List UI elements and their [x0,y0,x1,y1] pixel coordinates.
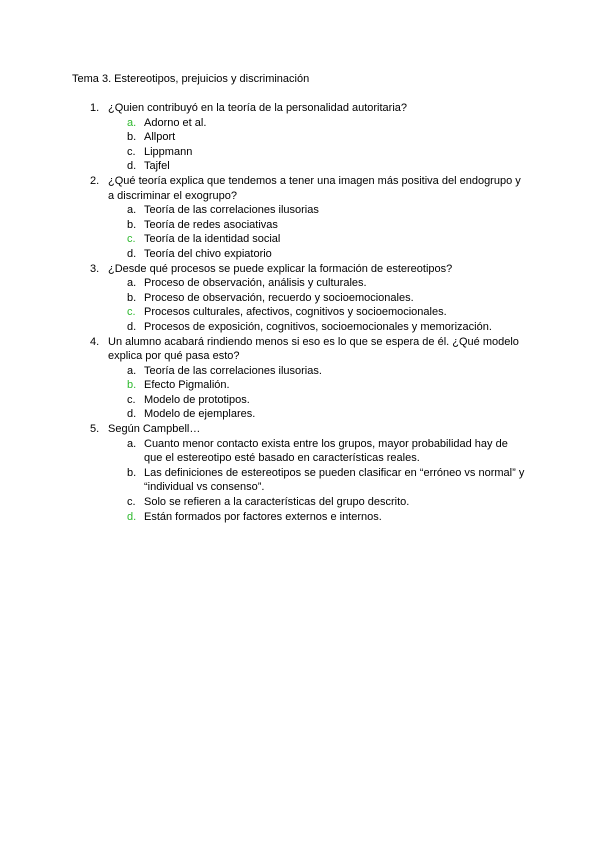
answer-option-correct [0,510,600,525]
option-text: Efecto Pigmalión. [144,379,230,392]
answer-options [0,203,600,261]
answer-options [0,276,600,334]
option-letter: c. [127,496,136,509]
answer-options [0,437,600,525]
option-letter: d. [127,247,137,260]
question-item [0,422,600,524]
option-letter: d. [127,510,137,523]
option-letter: a. [127,204,137,217]
question-item [0,174,600,262]
option-letter: d. [127,408,137,421]
answer-option [0,291,600,306]
answer-option [0,276,600,291]
answer-option [0,218,600,233]
option-text: Modelo de ejemplares. [144,408,256,421]
answer-option [0,247,600,262]
option-text: Teoría de las correlaciones ilusorias [144,204,319,217]
question-number: 3. [90,262,100,275]
question-number: 1. [90,102,100,114]
answer-option [0,437,600,466]
answer-option-correct [0,116,600,131]
document-title: Tema 3. Estereotipos, prejuicios y discriminación [72,73,310,85]
option-text: Tajfel [144,160,170,173]
option-text: Proceso de observación, análisis y culturales. [144,277,367,290]
answer-option [0,495,600,510]
answer-option [0,159,600,174]
option-letter: a. [127,437,137,450]
answer-option [0,145,600,160]
answer-options [0,116,600,174]
option-letter: a. [127,277,137,290]
option-letter: c. [127,306,136,319]
option-letter: b. [127,131,137,144]
option-letter: b. [127,291,137,304]
question-item [0,101,600,174]
answer-option [0,130,600,145]
option-text: Adorno et al. [144,116,207,129]
question-number: 4. [90,335,100,348]
answer-option [0,203,600,218]
answer-option-correct [0,232,600,247]
option-letter: a. [127,364,137,377]
option-text: Teoría de redes asociativas [144,218,278,231]
option-text: Allport [144,131,176,144]
option-text: Procesos de exposición, cognitivos, socioemocionales y memorización. [144,320,492,333]
question-item [0,335,600,423]
option-text: Teoría de las correlaciones ilusorias. [144,364,322,377]
answer-option [0,320,600,335]
option-letter: c. [127,233,136,246]
option-letter: c. [127,393,136,406]
question-text: ¿Quien contribuyó en la teoría de la personalidad autoritaria? [108,102,408,114]
option-text: Proceso de observación, recuerdo y socioemocionales. [144,291,414,304]
option-letter: d. [127,160,137,173]
question-text: Según Campbell… [108,423,201,436]
option-letter: b. [127,466,137,479]
answer-option [0,407,600,422]
question-number: 5. [90,423,100,436]
question-text: ¿Qué teoría explica que tendemos a tener una imagen más positiva del endogrupo y a discriminar el exogrupo? [108,174,521,202]
answer-option [0,364,600,379]
option-letter: a. [127,116,137,129]
question-number: 2. [90,174,100,187]
question-list [0,101,600,524]
question-text: ¿Desde qué procesos se puede explicar la formación de estereotipos? [108,262,453,275]
option-text: Procesos culturales, afectivos, cognitivos y socioemocionales. [144,306,447,319]
question-item [0,262,600,335]
option-text: Lippmann [144,145,193,158]
answer-option [0,466,600,495]
answer-option-correct [0,305,600,320]
option-text: Modelo de prototipos. [144,393,250,406]
answer-options [0,364,600,422]
option-text: Las definiciones de estereotipos se pueden clasificar en “erróneo vs normal” y “individual vs consenso”. [144,466,525,494]
option-letter: b. [127,218,137,231]
option-text: Están formados por factores externos e internos. [144,510,382,523]
question-text: Un alumno acabará rindiendo menos si eso es lo que se espera de él. ¿Qué modelo explica por qué pasa esto? [108,335,519,363]
option-text: Solo se refieren a la características del grupo descrito. [144,496,410,509]
option-letter: d. [127,320,137,333]
answer-option [0,393,600,408]
option-text: Cuanto menor contacto exista entre los grupos, mayor probabilidad hay de que el estereotipo esté basado en características reales. [144,437,508,465]
option-letter: b. [127,379,137,392]
option-text: Teoría del chivo expiatorio [144,247,272,260]
answer-option-correct [0,378,600,393]
option-letter: c. [127,145,136,158]
option-text: Teoría de la identidad social [144,233,281,246]
